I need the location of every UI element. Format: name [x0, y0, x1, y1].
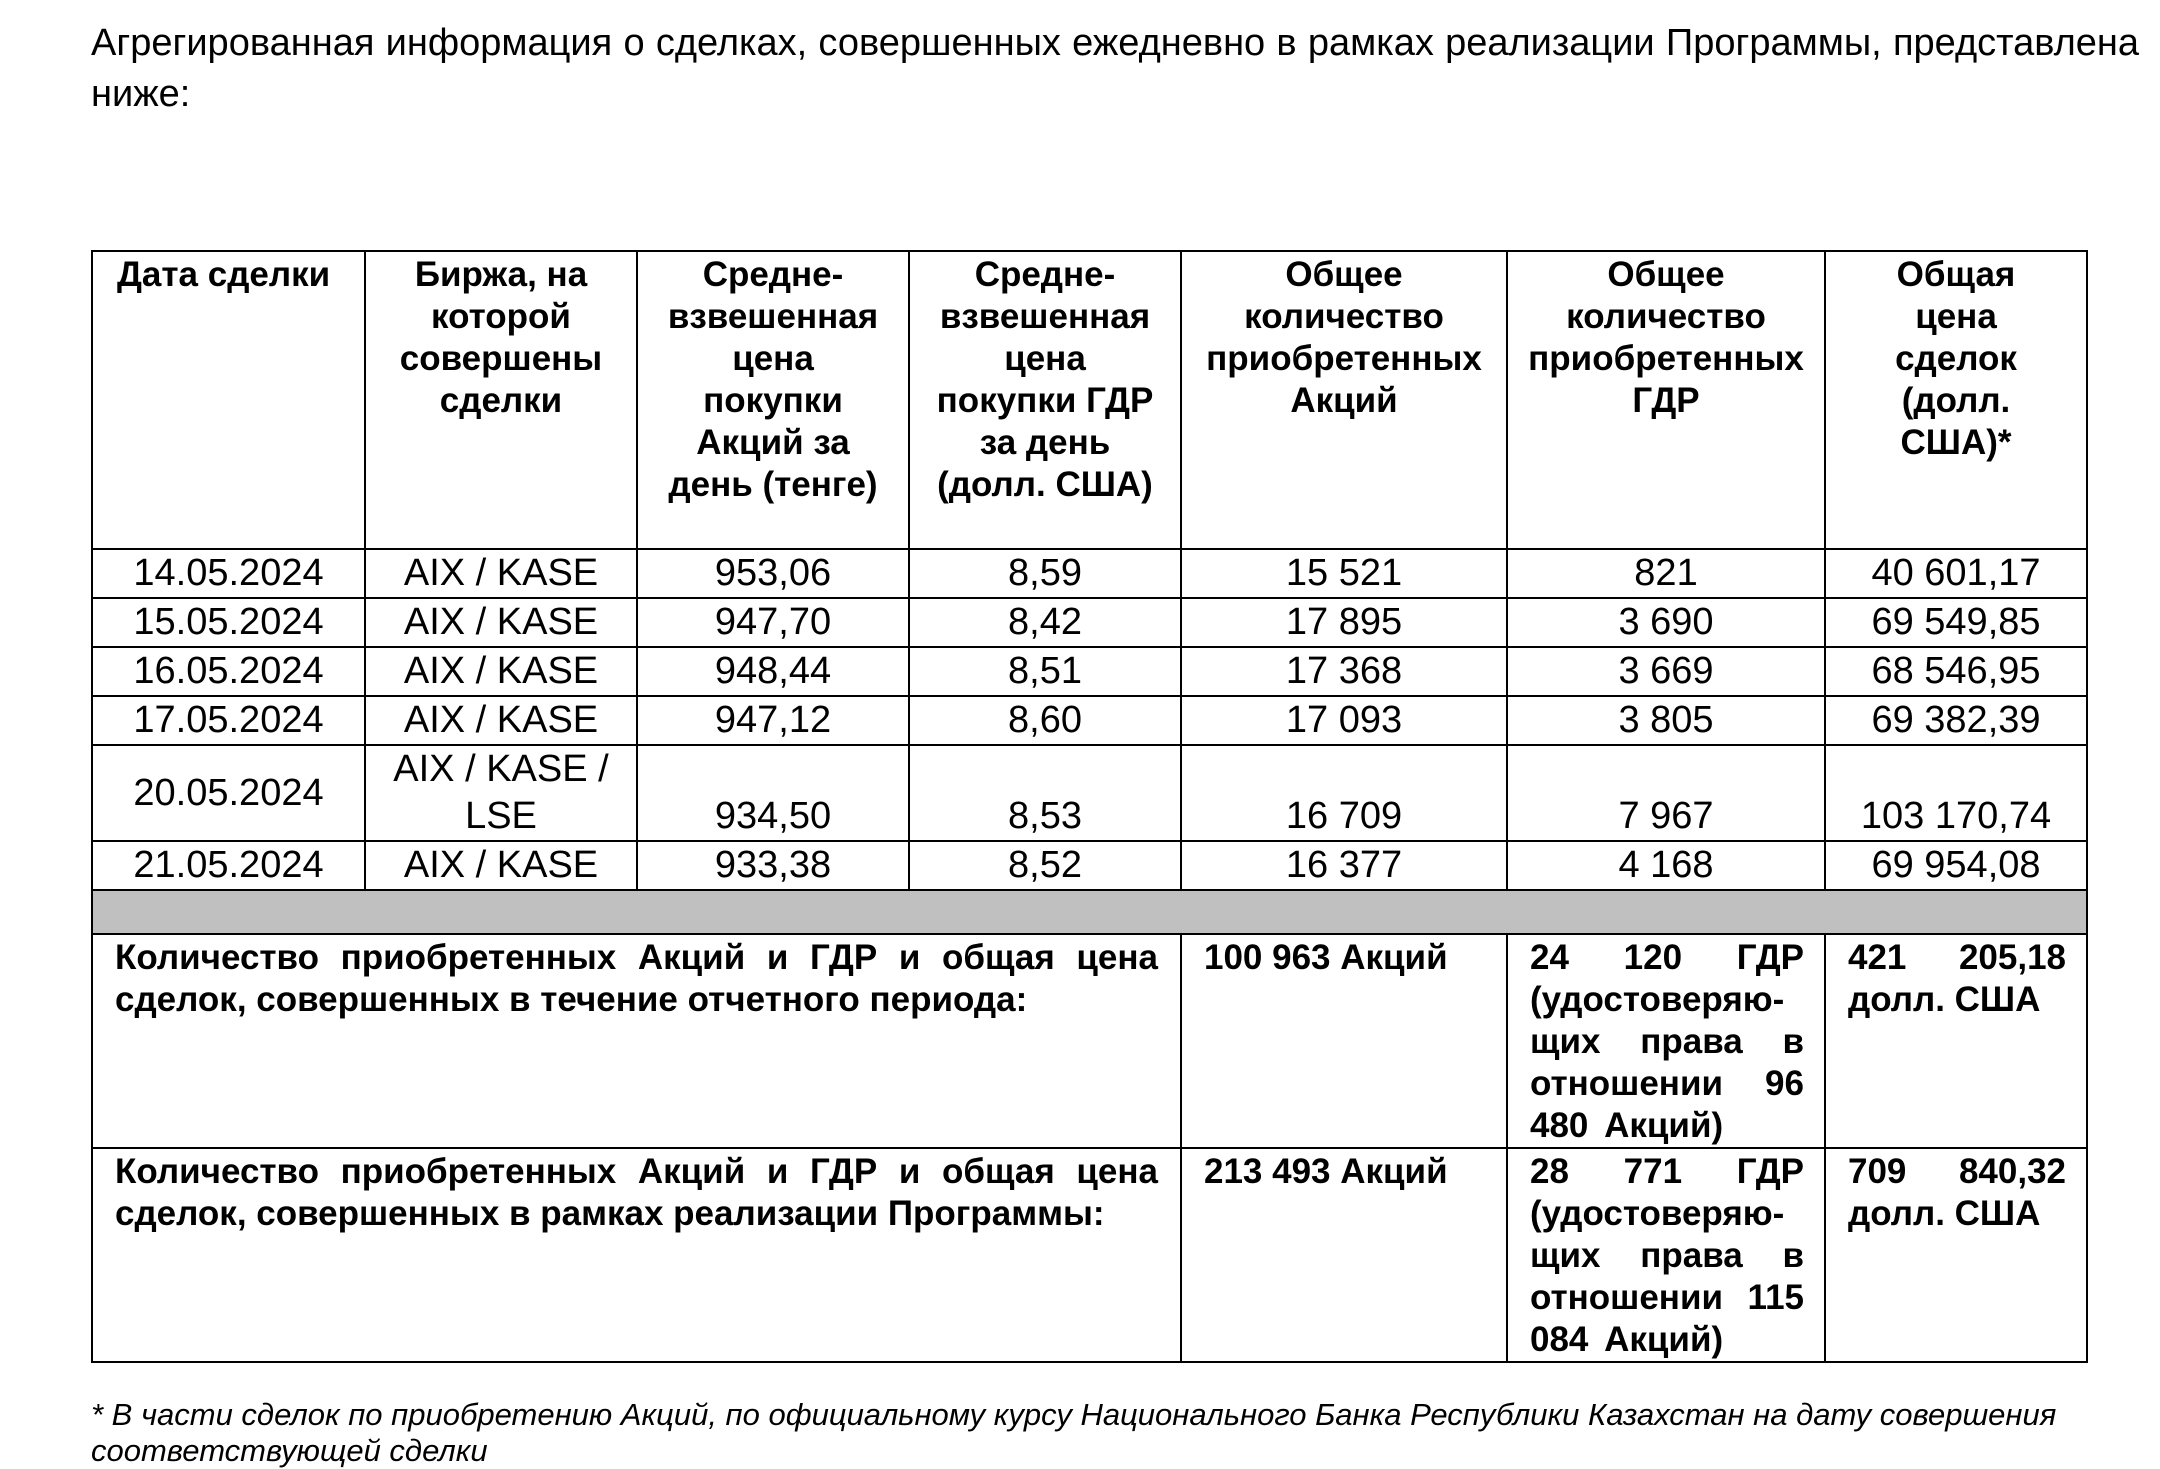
cell-total-gdr: 821 — [1507, 549, 1825, 598]
header-exchange: Биржа, на которой совершены сделки — [365, 251, 637, 549]
header-avg-share-price: Средне-взвешенная цена покупки Акций за день (тенге) — [637, 251, 909, 549]
cell-exchange: AIX / KASE — [365, 647, 637, 696]
cell-total-shares: 15 521 — [1181, 549, 1507, 598]
intro-paragraph: Агрегированная информация о сделках, совершенных ежедневно в рамках реализации Программы, представлена ниже: — [91, 22, 2139, 115]
cell-exchange: AIX / KASE / LSE — [365, 745, 637, 841]
footnote: * В части сделок по приобретению Акций, по официальному курсу Национального Банка Республики Казахстан на дату совершения соответствующей сделки — [91, 1397, 2057, 1468]
summary-shares: 100 963 Акций — [1181, 934, 1507, 1148]
cell-exchange: AIX / KASE — [365, 549, 637, 598]
cell-total-shares: 17 368 — [1181, 647, 1507, 696]
cell-avg-share-price: 947,12 — [637, 696, 909, 745]
cell-total-shares: 17 895 — [1181, 598, 1507, 647]
cell-total-gdr: 3 805 — [1507, 696, 1825, 745]
cell-total-shares: 16 377 — [1181, 841, 1507, 890]
header-total-price: Общая цена сделок (долл. США)* — [1825, 251, 2087, 549]
cell-avg-gdr-price: 8,60 — [909, 696, 1181, 745]
header-avg-gdr-price: Средне-взвешенная цена покупки ГДР за день (долл. США) — [909, 251, 1181, 549]
header-total-shares: Общее количество приобретенных Акций — [1181, 251, 1507, 549]
cell-total-gdr: 3 669 — [1507, 647, 1825, 696]
cell-exchange: AIX / KASE — [365, 841, 637, 890]
cell-total-shares: 16 709 — [1181, 745, 1507, 841]
cell-exchange: AIX / KASE — [365, 696, 637, 745]
cell-avg-gdr-price: 8,42 — [909, 598, 1181, 647]
cell-total-gdr: 7 967 — [1507, 745, 1825, 841]
summary-row-reporting-period — [92, 934, 2087, 1148]
header-total-gdr: Общее количество приобретенных ГДР — [1507, 251, 1825, 549]
cell-avg-gdr-price: 8,51 — [909, 647, 1181, 696]
cell-total-gdr: 4 168 — [1507, 841, 1825, 890]
cell-date: 21.05.2024 — [92, 841, 365, 890]
separator-cell — [92, 890, 2087, 934]
cell-total-price: 69 954,08 — [1825, 841, 2087, 890]
cell-exchange: AIX / KASE — [365, 598, 637, 647]
cell-total-shares: 17 093 — [1181, 696, 1507, 745]
cell-avg-share-price: 947,70 — [637, 598, 909, 647]
summary-label: Количество приобретенных Акций и ГДР и общая цена сделок, совершенных в рамках реализации Программы: — [92, 1148, 1181, 1362]
cell-avg-gdr-price: 8,52 — [909, 841, 1181, 890]
cell-total-price: 40 601,17 — [1825, 549, 2087, 598]
cell-avg-share-price: 934,50 — [637, 745, 909, 841]
summary-total-price: 709 840,32 долл. США — [1825, 1148, 2087, 1362]
summary-label: Количество приобретенных Акций и ГДР и общая цена сделок, совершенных в течение отчетного периода: — [92, 934, 1181, 1148]
summary-row-programme — [92, 1148, 2087, 1362]
transactions-table — [91, 250, 2088, 1363]
cell-avg-share-price: 933,38 — [637, 841, 909, 890]
summary-gdr: 28 771 ГДР (удостоверяю-щих права в отношении 115 084 Акций) — [1507, 1148, 1825, 1362]
table-row — [92, 598, 2087, 647]
cell-avg-gdr-price: 8,59 — [909, 549, 1181, 598]
table-row — [92, 647, 2087, 696]
cell-date: 17.05.2024 — [92, 696, 365, 745]
cell-total-price: 69 382,39 — [1825, 696, 2087, 745]
cell-date: 14.05.2024 — [92, 549, 365, 598]
cell-total-price: 68 546,95 — [1825, 647, 2087, 696]
summary-total-price: 421 205,18 долл. США — [1825, 934, 2087, 1148]
table-row — [92, 745, 2087, 841]
cell-date: 15.05.2024 — [92, 598, 365, 647]
summary-shares: 213 493 Акций — [1181, 1148, 1507, 1362]
table-header-row — [92, 251, 2087, 549]
cell-date: 20.05.2024 — [92, 745, 365, 841]
table-separator-row — [92, 890, 2087, 934]
cell-total-gdr: 3 690 — [1507, 598, 1825, 647]
table-row — [92, 841, 2087, 890]
cell-total-price: 69 549,85 — [1825, 598, 2087, 647]
cell-avg-share-price: 948,44 — [637, 647, 909, 696]
cell-avg-share-price: 953,06 — [637, 549, 909, 598]
table-row — [92, 696, 2087, 745]
cell-total-price: 103 170,74 — [1825, 745, 2087, 841]
summary-gdr: 24 120 ГДР (удостоверяю-щих права в отношении 96 480 Акций) — [1507, 934, 1825, 1148]
cell-avg-gdr-price: 8,53 — [909, 745, 1181, 841]
table-row — [92, 549, 2087, 598]
header-trade-date: Дата сделки — [92, 251, 365, 549]
cell-date: 16.05.2024 — [92, 647, 365, 696]
